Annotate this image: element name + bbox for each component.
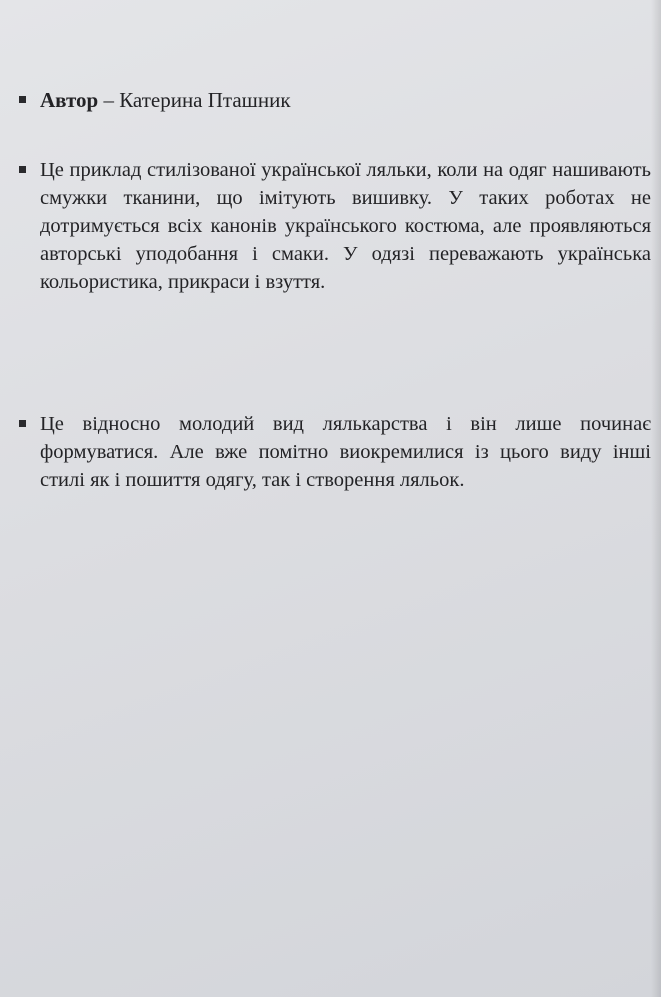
square-bullet-icon [19, 420, 26, 427]
page-edge-shadow [651, 0, 661, 997]
author-name: Катерина Пташник [119, 88, 291, 112]
description-paragraph: Це приклад стилізованої української ляльки, коли на одяг нашивають смужки тканини, що імітують вишивку. У таких роботах не дотримується всіх канонів українського костюма, але проявляються авторські уподобання і смаки. У одязі переважають українська кольористика, прикраси і взуття. [40, 159, 651, 293]
history-paragraph: Це відносно молодий вид лялькарства і він лише починає формуватися. Але вже помітно виокремилися із цього виду інші стилі як і пошиття одягу, так і створення ляльок. [40, 413, 651, 491]
description-list-item [19, 156, 651, 296]
author-separator: – [98, 88, 120, 112]
author-line [40, 86, 651, 114]
author-label: Автор [40, 88, 99, 112]
history-list-item [19, 410, 651, 494]
square-bullet-icon [19, 166, 26, 173]
author-list-item [19, 86, 651, 114]
square-bullet-icon [19, 96, 26, 103]
